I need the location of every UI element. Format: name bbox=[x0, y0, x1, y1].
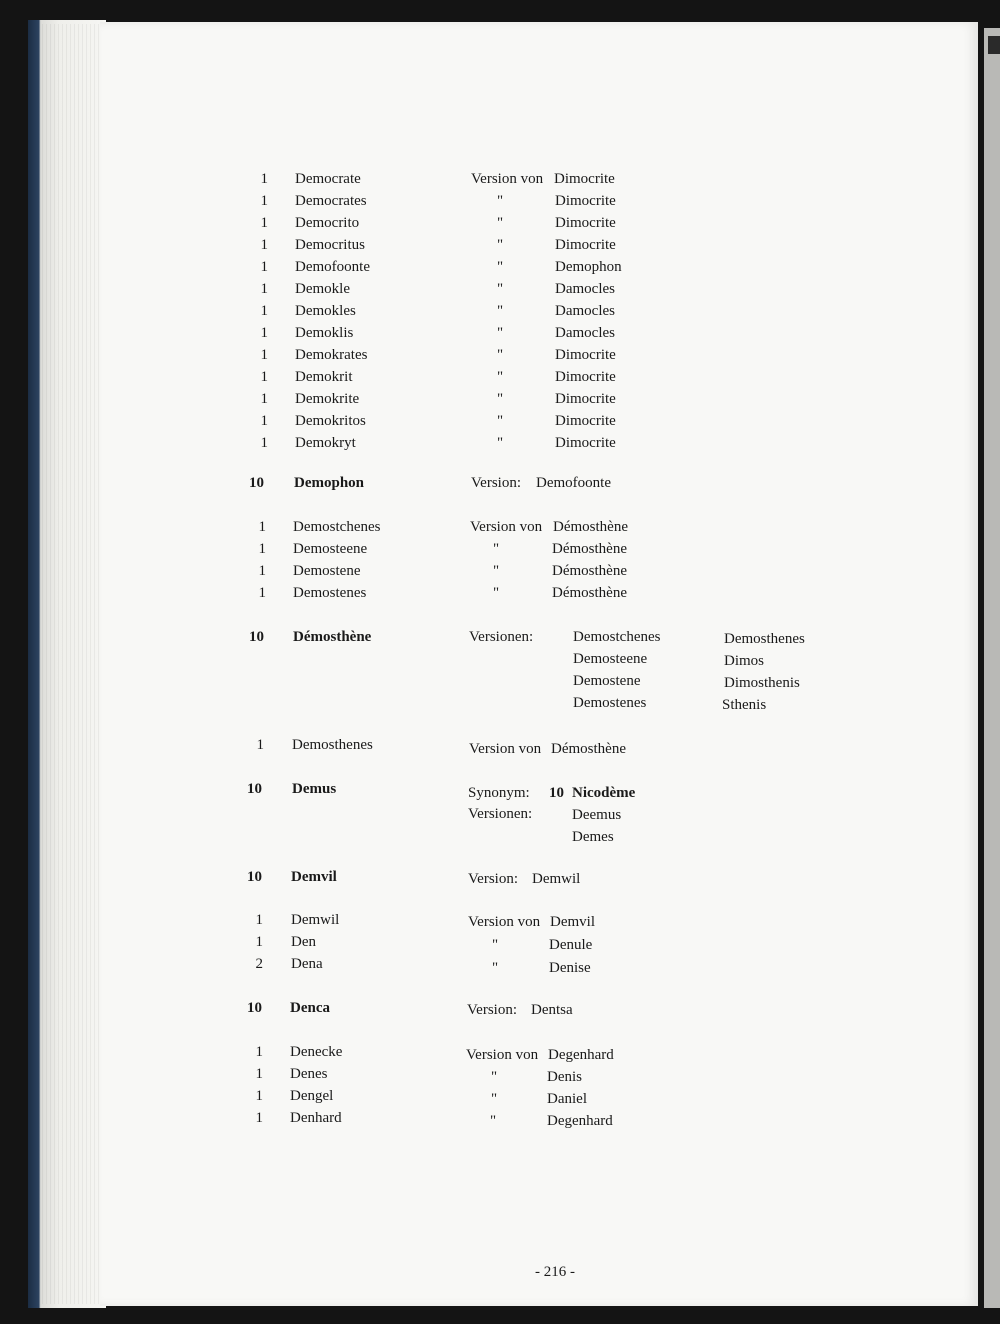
entry-name: Democritus bbox=[295, 237, 365, 253]
entry-count: 1 bbox=[258, 563, 266, 579]
entry-relation: Version von bbox=[468, 914, 541, 930]
entry-name: Demokrates bbox=[295, 347, 368, 363]
entry-target: Denise bbox=[549, 960, 591, 976]
entry-relation: Version: bbox=[471, 475, 521, 491]
entry-count: 1 bbox=[260, 281, 268, 297]
entry-target: Degenhard bbox=[548, 1047, 614, 1063]
entry-relation: Versionen: bbox=[469, 629, 534, 645]
entry-target: Damocles bbox=[555, 325, 615, 341]
page-number: - 216 - bbox=[535, 1264, 575, 1280]
entry-count: 1 bbox=[258, 541, 266, 557]
entry-name: Demosthenes bbox=[292, 737, 373, 753]
entry-name: Demokryt bbox=[295, 435, 356, 451]
version-item: Demostenes bbox=[573, 695, 647, 711]
entry-count: 1 bbox=[255, 1044, 263, 1060]
entry-name: Denhard bbox=[290, 1110, 342, 1126]
entry-count: 10 bbox=[249, 629, 264, 645]
entry-name: Demostchenes bbox=[293, 519, 381, 535]
entry-target: Demofoonte bbox=[536, 475, 611, 491]
entry-relation: Version von bbox=[466, 1047, 539, 1063]
ditto-mark: " bbox=[492, 937, 499, 953]
entry-relation: Version: bbox=[468, 871, 518, 887]
entry-name: Dengel bbox=[290, 1088, 334, 1104]
entry-target: Demophon bbox=[555, 259, 622, 275]
version-item: Demosthenes bbox=[724, 631, 805, 647]
entry-name: Demwil bbox=[291, 912, 340, 928]
entry-name: Democrates bbox=[295, 193, 367, 209]
entry-target: Dimocrite bbox=[555, 347, 616, 363]
entry-name: Dena bbox=[291, 956, 323, 972]
version-item: Demostchenes bbox=[573, 629, 661, 645]
entry-count: 1 bbox=[260, 413, 268, 429]
entry-count: 1 bbox=[255, 1110, 263, 1126]
entry-target: Dimocrite bbox=[555, 193, 616, 209]
entry-target: Denis bbox=[547, 1069, 582, 1085]
entry-name: Démosthène bbox=[293, 629, 372, 645]
ditto-mark: " bbox=[492, 960, 499, 976]
entry-name: Demokritos bbox=[295, 413, 366, 429]
entry-name: Denecke bbox=[290, 1044, 343, 1060]
ditto-mark: " bbox=[497, 347, 504, 363]
entry-count: 1 bbox=[260, 391, 268, 407]
entry-count: 2 bbox=[255, 956, 263, 972]
ditto-mark: " bbox=[493, 585, 500, 601]
ditto-mark: " bbox=[497, 413, 504, 429]
entry-count: 1 bbox=[255, 934, 263, 950]
entry-target: Demwil bbox=[532, 871, 581, 887]
version-item: Dimos bbox=[724, 653, 765, 669]
entry-count: 10 bbox=[247, 869, 262, 885]
ditto-mark: " bbox=[497, 281, 504, 297]
entry-count: 1 bbox=[260, 215, 268, 231]
entry-name: Denes bbox=[290, 1066, 328, 1082]
entry-target: Denule bbox=[549, 937, 593, 953]
entry-relation: Version von bbox=[471, 171, 544, 187]
ditto-mark: " bbox=[497, 237, 504, 253]
entry-name: Demostenes bbox=[293, 585, 367, 601]
entry-target: Degenhard bbox=[547, 1113, 613, 1129]
entry-count: 1 bbox=[255, 912, 263, 928]
ditto-mark: " bbox=[497, 369, 504, 385]
entry-count: 1 bbox=[260, 303, 268, 319]
entry-name: Demokle bbox=[295, 281, 350, 297]
ditto-mark: " bbox=[497, 215, 504, 231]
entry-target: Dimocrite bbox=[555, 435, 616, 451]
entry-count: 1 bbox=[255, 1066, 263, 1082]
entry-name: Demostene bbox=[293, 563, 361, 579]
entry-name: Democrate bbox=[295, 171, 361, 187]
entry-name: Demosteene bbox=[293, 541, 368, 557]
entry-target: Démosthène bbox=[552, 585, 627, 601]
entry-target: Dimocrite bbox=[554, 171, 615, 187]
entry-count: 1 bbox=[260, 193, 268, 209]
entry-target: Dimocrite bbox=[555, 413, 616, 429]
ditto-mark: " bbox=[497, 303, 504, 319]
entry-name: Democrito bbox=[295, 215, 360, 231]
entry-target: Démosthène bbox=[553, 519, 628, 535]
entry-name: Den bbox=[291, 934, 316, 950]
synonym-count: 10 bbox=[549, 785, 564, 801]
entry-count: 1 bbox=[258, 519, 266, 535]
version-item: Demes bbox=[572, 829, 614, 845]
entry-count: 1 bbox=[260, 347, 268, 363]
entry-count: 1 bbox=[260, 171, 268, 187]
version-item: Deemus bbox=[572, 807, 622, 823]
entry-target: Démosthène bbox=[552, 541, 627, 557]
entry-target: Dimocrite bbox=[555, 237, 616, 253]
entry-count: 1 bbox=[258, 585, 266, 601]
entry-count: 10 bbox=[247, 1000, 262, 1016]
ditto-mark: " bbox=[497, 325, 504, 341]
entry-target: Démosthène bbox=[551, 741, 626, 757]
entry-count: 10 bbox=[249, 475, 264, 491]
entry-name: Demophon bbox=[294, 475, 365, 491]
entry-count: 1 bbox=[260, 369, 268, 385]
entry-target: Dentsa bbox=[531, 1002, 573, 1018]
ditto-mark: " bbox=[497, 391, 504, 407]
ditto-mark: " bbox=[491, 1091, 498, 1107]
entry-target: Damocles bbox=[555, 303, 615, 319]
entry-count: 1 bbox=[260, 237, 268, 253]
ditto-mark: " bbox=[491, 1069, 498, 1085]
version-item: Demostene bbox=[573, 673, 641, 689]
entry-name: Demokles bbox=[295, 303, 356, 319]
entry-target: Dimocrite bbox=[555, 391, 616, 407]
ditto-mark: " bbox=[497, 193, 504, 209]
version-item: Sthenis bbox=[722, 697, 767, 713]
ditto-mark: " bbox=[493, 541, 500, 557]
entry-target: Damocles bbox=[555, 281, 615, 297]
entry-count: 1 bbox=[256, 737, 264, 753]
ditto-mark: " bbox=[493, 563, 500, 579]
ditto-mark: " bbox=[490, 1113, 497, 1129]
entry-target: Daniel bbox=[547, 1091, 587, 1107]
entry-name: Denca bbox=[290, 1000, 330, 1016]
entry-target: Démosthène bbox=[552, 563, 627, 579]
entry-count: 1 bbox=[255, 1088, 263, 1104]
entry-relation-versions: Versionen: bbox=[468, 806, 533, 822]
entry-count: 1 bbox=[260, 259, 268, 275]
entry-count: 1 bbox=[260, 435, 268, 451]
entry-target: Dimocrite bbox=[555, 369, 616, 385]
version-item: Dimosthenis bbox=[724, 675, 800, 691]
ditto-mark: " bbox=[497, 259, 504, 275]
entry-relation: Version von bbox=[469, 741, 542, 757]
entry-relation: Version von bbox=[470, 519, 543, 535]
entry-name: Demus bbox=[292, 781, 337, 797]
entry-count: 1 bbox=[260, 325, 268, 341]
entry-relation: Synonym: bbox=[468, 785, 530, 801]
entry-target: Demvil bbox=[550, 914, 595, 930]
entry-count: 10 bbox=[247, 781, 262, 797]
ditto-mark: " bbox=[497, 435, 504, 451]
entry-name: Demokrite bbox=[295, 391, 360, 407]
synonym-name: Nicodème bbox=[572, 785, 636, 801]
entry-name: Demoklis bbox=[295, 325, 354, 341]
entry-relation: Version: bbox=[467, 1002, 517, 1018]
version-item: Demosteene bbox=[573, 651, 648, 667]
entry-name: Demvil bbox=[291, 869, 337, 885]
entry-name: Demokrit bbox=[295, 369, 353, 385]
entry-target: Dimocrite bbox=[555, 215, 616, 231]
entry-name: Demofoonte bbox=[295, 259, 370, 275]
